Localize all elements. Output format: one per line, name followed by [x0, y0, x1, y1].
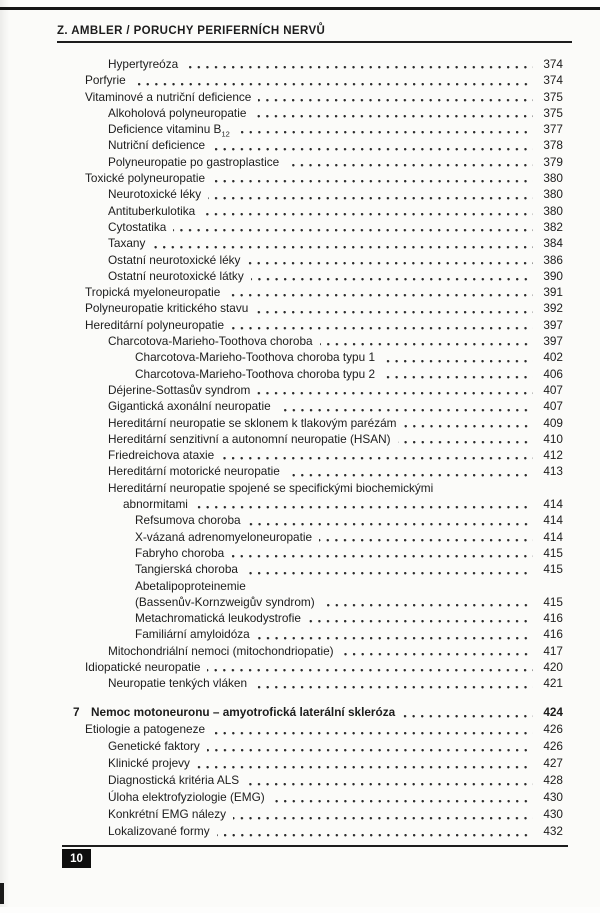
dot-leader	[231, 327, 533, 330]
toc-entry-label: Mitochondriální nemoci (mitochondriopatie)	[108, 643, 334, 658]
toc-entry-label: Friedreichova ataxie	[108, 448, 215, 463]
toc-entry-page-number: 415	[543, 562, 563, 577]
toc-entry-label: Polyneuropatie po gastroplastice	[108, 154, 280, 169]
toc-entry-label: Hereditární neuropatie spojené se specifickými biochemickými	[108, 480, 434, 495]
toc-entry-page-number: 428	[543, 772, 563, 787]
toc-entry	[58, 789, 563, 806]
toc-entry-label: Nemoc motoneuronu – amyotrofická laterální skleróza	[91, 704, 396, 719]
dot-leader	[286, 164, 533, 167]
toc-entry-label: Charcotova-Marieho-Toothova choroba	[108, 334, 313, 349]
toc-entry-page-number: 382	[543, 219, 563, 234]
toc-entry-label: Neurotoxické léky	[108, 187, 202, 202]
toc-entry	[58, 496, 563, 512]
dot-leader	[202, 213, 533, 216]
dot-leader	[247, 262, 533, 265]
toc-entry-label: Taxany	[108, 236, 146, 251]
toc-entry-page-number: 420	[543, 659, 563, 674]
dot-leader	[308, 620, 533, 623]
toc-entry-label: Refsumova choroba	[135, 513, 241, 528]
toc-entry	[58, 105, 563, 121]
dot-leader	[208, 197, 533, 200]
dot-leader	[185, 66, 533, 69]
running-head-title: Z. AMBLER / PORUCHY PERIFERNÍCH NERVŮ	[57, 25, 326, 37]
dot-leader	[217, 834, 533, 837]
toc-entry	[58, 772, 563, 789]
toc-entry	[58, 333, 563, 349]
toc-entry-label: X-vázaná adrenomyeloneuropatie	[135, 529, 313, 544]
toc-entry-label: abnormitami	[123, 497, 188, 512]
toc-entry-page-number: 414	[543, 529, 563, 544]
toc-entry-page-number: 380	[543, 203, 563, 218]
toc-entry	[58, 235, 563, 251]
toc-entry	[58, 480, 563, 496]
toc-entry-page-number: 380	[543, 171, 563, 186]
toc-entry-page-number: 426	[543, 721, 563, 736]
dot-leader	[255, 311, 533, 314]
toc-entry-page-number: 412	[543, 448, 563, 463]
toc-entry-page-number: 416	[543, 611, 563, 626]
toc-entry	[58, 512, 563, 528]
toc-entry	[58, 561, 563, 577]
dot-leader	[207, 749, 533, 752]
toc-entry-page-number: 397	[543, 317, 563, 332]
page-number-badge: 10	[62, 849, 91, 868]
dot-leader	[257, 392, 533, 395]
toc-entry-page-number: 390	[543, 268, 563, 283]
toc-entry	[58, 463, 563, 479]
toc-entry-label: Etiologie a patogeneze	[85, 721, 206, 736]
subscript-text: 12	[221, 129, 230, 139]
toc-entry-label: Úloha elektrofyziologie (EMG)	[108, 789, 265, 804]
toc-entry-page-number: 424	[543, 704, 563, 719]
toc-entry-page-number: 397	[543, 334, 563, 349]
toc-entry	[58, 89, 563, 105]
toc-entry	[58, 659, 563, 675]
dot-leader	[195, 506, 533, 509]
toc-entry-label: Ostatní neurotoxické léky	[108, 252, 241, 267]
toc-entry-page-number: 406	[543, 366, 563, 381]
toc-entry	[58, 529, 563, 545]
toc-entry-label: Klinické projevy	[108, 755, 190, 770]
dot-leader	[382, 376, 533, 379]
toc-entry-label: Tropická myeloneuropatie	[85, 285, 221, 300]
toc-entry	[58, 738, 563, 755]
dot-leader	[212, 148, 533, 151]
toc-entry-label: Idiopatické neuropatie	[85, 659, 201, 674]
toc-entry	[58, 431, 563, 447]
toc-entry-label: Hypertyreóza	[108, 57, 179, 71]
toc-entry-page-number: 375	[543, 89, 563, 104]
toc-entry	[58, 643, 563, 659]
toc-entry	[58, 704, 563, 721]
toc-entry	[58, 170, 563, 186]
scan-top-edge-line	[0, 7, 600, 10]
toc-entry-page-number: 409	[543, 415, 563, 430]
toc-entry-page-number: 421	[543, 676, 563, 691]
dot-leader	[253, 115, 533, 118]
toc-entry-page-number: 384	[543, 236, 563, 251]
toc-entry-page-number: 410	[543, 431, 563, 446]
dot-leader	[272, 800, 533, 803]
toc-entry-label: Cytostatika	[108, 219, 167, 234]
dot-leader	[173, 229, 533, 232]
toc-entry	[58, 186, 563, 202]
dot-leader	[231, 555, 533, 558]
toc-entry-page-number: 380	[543, 187, 563, 202]
dot-leader	[197, 766, 533, 769]
dot-leader	[319, 539, 533, 542]
toc-entry-label: Diagnostická kritéria ALS	[108, 772, 240, 787]
toc-entry-label: Déjerine-Sottasův syndrom	[108, 382, 251, 397]
toc-entry-label: Deficience vitaminu $B_{12}$	[108, 122, 230, 139]
toc-entry	[58, 447, 563, 463]
toc-entry	[58, 610, 563, 626]
toc-entry-label: Hereditární senzitivní a autonomní neuropatie (HSAN)	[108, 431, 391, 446]
chapter-number: 7	[73, 704, 80, 719]
toc-entry-page-number: 415	[543, 594, 563, 609]
toc-entry	[58, 137, 563, 153]
toc-entry	[58, 721, 563, 738]
toc-entry-page-number: 415	[543, 545, 563, 560]
toc-entry-label: Charcotova-Marieho-Toothova choroba typu 1	[135, 350, 376, 365]
toc-entry-page-number: 430	[543, 806, 563, 821]
toc-entry-label: Charcotova-Marieho-Toothova choroba typu 2	[135, 366, 376, 381]
dot-leader	[257, 637, 533, 640]
toc-entry-label: Tangierská choroba	[135, 562, 238, 577]
dot-leader	[258, 99, 533, 102]
toc-entry-page-number: 386	[543, 252, 563, 267]
toc-entry-page-number: 378	[543, 138, 563, 153]
toc-entry-page-number: 391	[543, 285, 563, 300]
dot-leader	[152, 246, 533, 249]
toc-entry	[58, 823, 563, 840]
toc-entry-page-number: 374	[543, 57, 563, 71]
dot-leader	[248, 523, 533, 526]
toc-entry-page-number: 402	[543, 350, 563, 365]
dot-leader	[254, 686, 533, 689]
table-of-contents	[58, 56, 563, 840]
toc-entry	[58, 806, 563, 823]
toc-entry	[58, 317, 563, 333]
toc-entry-label: Ostatní neurotoxické látky	[108, 268, 244, 283]
scan-artifact-mark	[0, 883, 4, 904]
toc-entry-page-number: 430	[543, 789, 563, 804]
toc-entry	[58, 398, 563, 414]
toc-entry	[58, 382, 563, 398]
dot-leader	[322, 604, 533, 607]
dot-leader	[341, 653, 533, 656]
dot-leader	[251, 278, 533, 281]
toc-entry	[58, 594, 563, 610]
toc-entry-label: Hereditární neuropatie se sklonem k tlakovým parézám	[108, 415, 397, 430]
toc-entry-page-number: 375	[543, 105, 563, 120]
toc-entry	[58, 415, 563, 431]
toc-entry-label: Konkrétní EMG nálezy	[108, 806, 227, 821]
dot-leader	[227, 294, 533, 297]
toc-entry-label: Antituberkulotika	[108, 203, 196, 218]
dot-leader	[278, 409, 533, 412]
toc-entry-label: Toxické polyneuropatie	[85, 171, 206, 186]
toc-entry	[58, 252, 563, 268]
toc-entry	[58, 675, 563, 691]
toc-entry-label: Porfyrie	[85, 73, 126, 88]
toc-entry-label: Familiární amyloidóza	[135, 627, 250, 642]
toc-entry-label: (Bassenův-Kornzweigův syndrom)	[135, 594, 315, 609]
toc-entry-page-number: 426	[543, 738, 563, 753]
toc-entry	[58, 366, 563, 382]
toc-entry-label: Polyneuropatie kritického stavu	[85, 301, 249, 316]
toc-entry	[58, 154, 563, 170]
dot-leader	[246, 783, 533, 786]
toc-entry-page-number: 414	[543, 513, 563, 528]
dot-leader	[233, 817, 533, 820]
dot-leader	[287, 474, 533, 477]
dot-leader	[382, 360, 533, 363]
toc-entry-page-number: 407	[543, 399, 563, 414]
dot-leader	[212, 180, 533, 183]
toc-entry-page-number: 392	[543, 301, 563, 316]
toc-entry-page-number: 417	[543, 643, 563, 658]
dot-leader	[133, 83, 533, 86]
toc-entry	[58, 268, 563, 284]
toc-entry	[58, 203, 563, 219]
dot-leader	[207, 669, 533, 672]
toc-entry-page-number: 416	[543, 627, 563, 642]
dot-leader	[245, 572, 533, 575]
dot-leader	[402, 715, 533, 718]
toc-entry-label: Gigantická axonální neuropatie	[108, 399, 271, 414]
dot-leader	[320, 343, 533, 346]
dot-leader	[237, 131, 533, 134]
toc-entry-page-number: 377	[543, 122, 563, 137]
toc-entry-label: Metachromatická leukodystrofie	[135, 611, 301, 626]
toc-entry-label: Hereditární motorické neuropatie	[108, 464, 280, 479]
toc-entry	[58, 349, 563, 365]
scan-bottom-strip	[0, 907, 600, 913]
toc-entry	[58, 300, 563, 316]
toc-entry-page-number: 374	[543, 73, 563, 88]
page-header	[57, 24, 572, 43]
toc-entry	[58, 56, 563, 72]
toc-entry-page-number: 379	[543, 154, 563, 169]
toc-entry-label: Vitaminové a nutriční deficience	[85, 89, 252, 104]
toc-entry-page-number: 427	[543, 755, 563, 770]
footer-rule	[62, 845, 568, 847]
toc-entry	[58, 626, 563, 642]
toc-entry-page-number: 432	[543, 823, 563, 838]
toc-entry-label: Neuropatie tenkých vláken	[108, 676, 248, 691]
toc-entry	[58, 578, 563, 594]
toc-entry-label: Alkoholová polyneuropatie	[108, 105, 247, 120]
dot-leader	[398, 441, 533, 444]
toc-entry-label: Hereditární polyneuropatie	[85, 317, 225, 332]
toc-entry-label: Nutriční deficience	[108, 138, 206, 153]
toc-entry	[58, 121, 563, 137]
toc-entry-page-number: 407	[543, 382, 563, 397]
toc-entry	[58, 219, 563, 235]
toc-entry-label: Fabryho choroba	[135, 545, 225, 560]
dot-leader	[212, 732, 533, 735]
toc-entry	[58, 72, 563, 88]
dot-leader	[221, 457, 533, 460]
toc-entry	[58, 545, 563, 561]
toc-entry	[58, 284, 563, 300]
toc-entry-label: Abetalipoproteinemie	[135, 578, 246, 593]
toc-entry-page-number: 414	[543, 497, 563, 512]
scan-left-edge-shade	[0, 0, 9, 913]
toc-entry-label: Genetické faktory	[108, 738, 200, 753]
toc-entry-page-number: 413	[543, 464, 563, 479]
dot-leader	[404, 425, 534, 428]
toc-entry-label: Lokalizované formy	[108, 823, 210, 838]
toc-entry	[58, 755, 563, 772]
